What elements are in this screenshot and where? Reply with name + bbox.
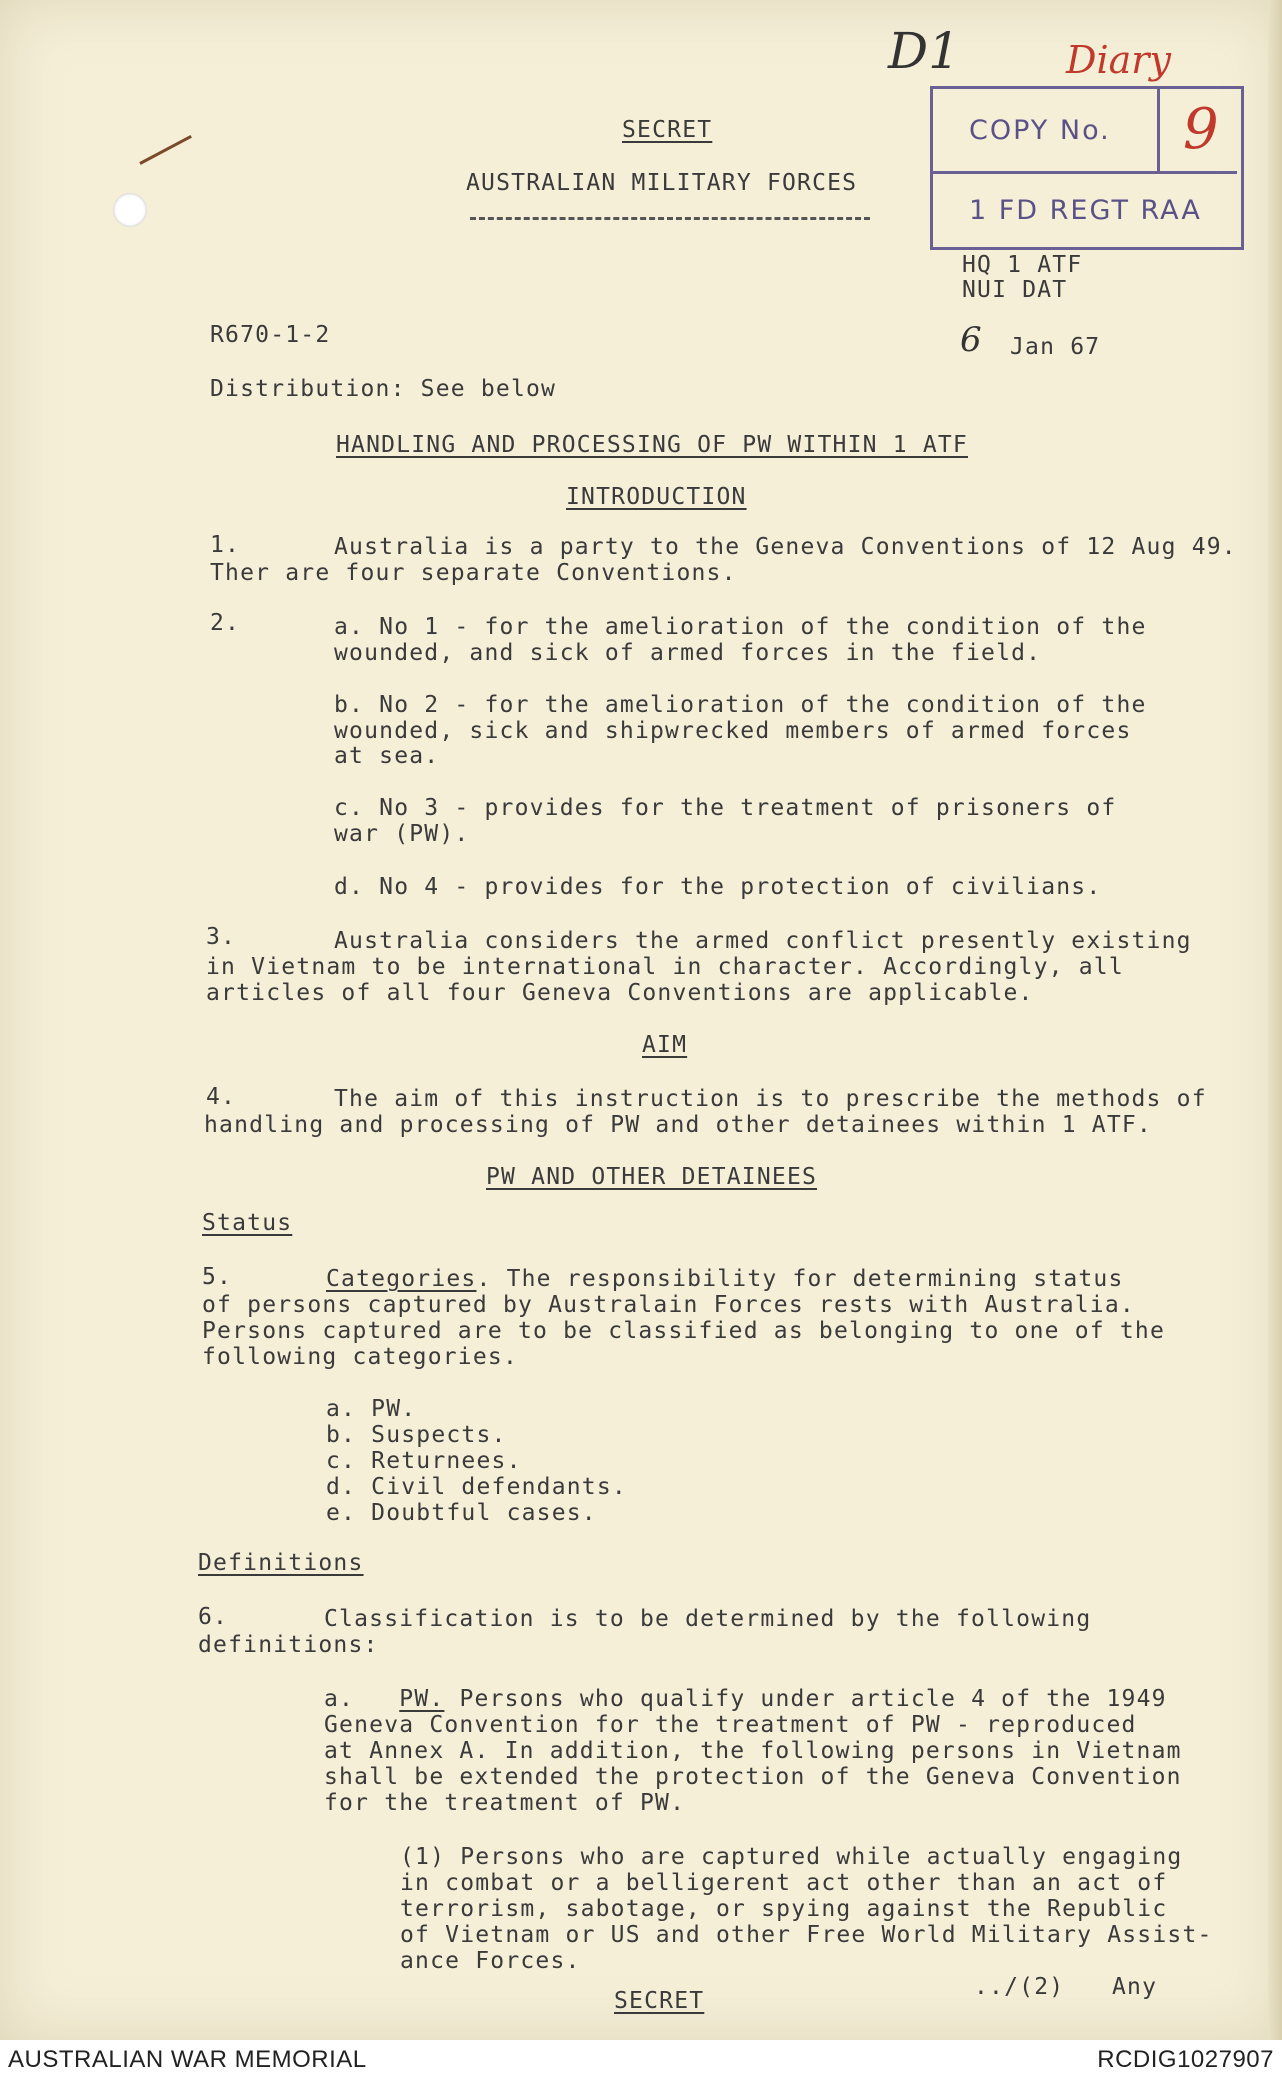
para-5-line-1: . The responsibility for determining status: [476, 1266, 1124, 1292]
category-d: d. Civil defendants.: [326, 1474, 627, 1500]
document-date: Jan 67: [1010, 334, 1101, 360]
section-pw-detainees: PW AND OTHER DETAINEES: [486, 1164, 818, 1190]
category-a: a. PW.: [326, 1396, 417, 1422]
para-5-heading: Categories: [326, 1266, 477, 1292]
subsection-definitions: Definitions: [198, 1550, 364, 1576]
para-2b-line-2: wounded, sick and shipwrecked members of armed forces: [334, 718, 1132, 744]
para-5-line-4: following categories.: [202, 1344, 518, 1370]
archive-id: RCDIG1027907: [1097, 2046, 1274, 2073]
classification-top: SECRET: [622, 117, 713, 143]
para-6a1-line-3: terrorism, sabotage, or spying against the Republic: [400, 1896, 1168, 1922]
category-e: e. Doubtful cases.: [326, 1500, 597, 1526]
handwritten-copy-number: 9: [1183, 97, 1219, 162]
para-6-line-1: Classification is to be determined by the following: [324, 1606, 1092, 1632]
archive-credit: AUSTRALIAN WAR MEMORIAL: [8, 2046, 367, 2073]
para-6a-heading: PW.: [399, 1686, 445, 1712]
para-6a-line-4: shall be extended the protection of the Geneva Convention: [324, 1764, 1182, 1790]
category-c: c. Returnees.: [326, 1448, 522, 1474]
document-title: HANDLING AND PROCESSING OF PW WITHIN 1 ATF: [336, 432, 968, 458]
para-2-number: 2.: [210, 610, 241, 636]
stamp-copy-label: COPY No.: [969, 115, 1111, 146]
para-1-line-1: Australia is a party to the Geneva Conventions of 12 Aug 49.: [334, 534, 1237, 560]
para-6a-line-5: for the treatment of PW.: [324, 1790, 686, 1816]
hq-line-1: HQ 1 ATF: [962, 252, 1083, 278]
punch-hole: [113, 193, 147, 227]
org-underline: [470, 217, 870, 223]
para-6a-line-3: at Annex A. In addition, the following persons in Vietnam: [324, 1738, 1182, 1764]
copy-stamp: [930, 86, 1244, 250]
para-2a-line-2: wounded, and sick of armed forces in the field.: [334, 640, 1042, 666]
para-6a-first-line: [324, 1686, 1167, 1712]
classification-bottom: SECRET: [614, 1988, 705, 2014]
page-edge: [1268, 0, 1282, 2040]
para-4-line-2: handling and processing of PW and other detainees within 1 ATF.: [204, 1112, 1152, 1138]
para-6a-line-1: Persons who qualify under article 4 of the 1949: [444, 1686, 1167, 1712]
para-4-line-1: The aim of this instruction is to prescribe the methods of: [334, 1086, 1207, 1112]
para-2c-line-2: war (PW).: [334, 821, 470, 847]
para-2b-line-1: b. No 2 - for the amelioration of the condition of the: [334, 692, 1147, 718]
handwritten-diary: Diary: [1066, 38, 1171, 82]
section-introduction: INTRODUCTION: [566, 484, 747, 510]
distribution-line: Distribution: See below: [210, 376, 557, 402]
para-6-number: 6.: [198, 1604, 229, 1630]
para-6a-line-2: Geneva Convention for the treatment of PW - reproduced: [324, 1712, 1137, 1738]
para-3-line-3: articles of all four Geneva Conventions are applicable.: [206, 980, 1034, 1006]
stamp-unit: 1 FD REGT RAA: [969, 195, 1202, 226]
catchword: Any: [1112, 1974, 1158, 2000]
para-6a1-line-4: of Vietnam or US and other Free World Military Assist-: [400, 1922, 1213, 1948]
para-5-line-3: Persons captured are to be classified as belonging to one of the: [202, 1318, 1166, 1344]
para-1-line-2: Ther are four separate Conventions.: [210, 560, 737, 586]
para-3-line-1: Australia considers the armed conflict presently existing: [334, 928, 1192, 954]
para-2b-line-3: at sea.: [334, 743, 440, 769]
para-1-number: 1.: [210, 532, 241, 558]
para-3-line-2: in Vietnam to be international in character. Accordingly, all: [206, 954, 1124, 980]
para-2c-line-1: c. No 3 - provides for the treatment of prisoners of: [334, 795, 1117, 821]
stamp-divider: [1157, 89, 1160, 171]
para-6a1-line-5: ance Forces.: [400, 1948, 581, 1974]
para-4-number: 4.: [206, 1084, 237, 1110]
para-5-line-2: of persons captured by Australain Forces rests with Australia.: [202, 1292, 1135, 1318]
para-6-line-2: definitions:: [198, 1632, 379, 1658]
category-b: b. Suspects.: [326, 1422, 507, 1448]
para-5-first-line: [326, 1266, 1124, 1292]
handwritten-day: 6: [960, 320, 982, 360]
file-reference: R670-1-2: [210, 322, 331, 348]
hq-line-2: NUI DAT: [962, 277, 1068, 303]
para-3-number: 3.: [206, 924, 237, 950]
para-6a1-line-2: in combat or a belligerent act other than an act of: [400, 1870, 1168, 1896]
section-aim: AIM: [642, 1032, 688, 1058]
handwritten-d1: D1: [888, 22, 960, 80]
para-6a-label: a.: [324, 1686, 355, 1712]
continuation-marker: ../(2): [974, 1974, 1065, 2000]
para-2d-line-1: d. No 4 - provides for the protection of civilians.: [334, 874, 1102, 900]
org-heading: AUSTRALIAN MILITARY FORCES: [466, 170, 858, 196]
para-2a-line-1: a. No 1 - for the amelioration of the condition of the: [334, 614, 1147, 640]
para-6a1-line-1: (1) Persons who are captured while actually engaging: [400, 1844, 1183, 1870]
para-5-number: 5.: [202, 1264, 233, 1290]
subsection-status: Status: [202, 1210, 293, 1236]
